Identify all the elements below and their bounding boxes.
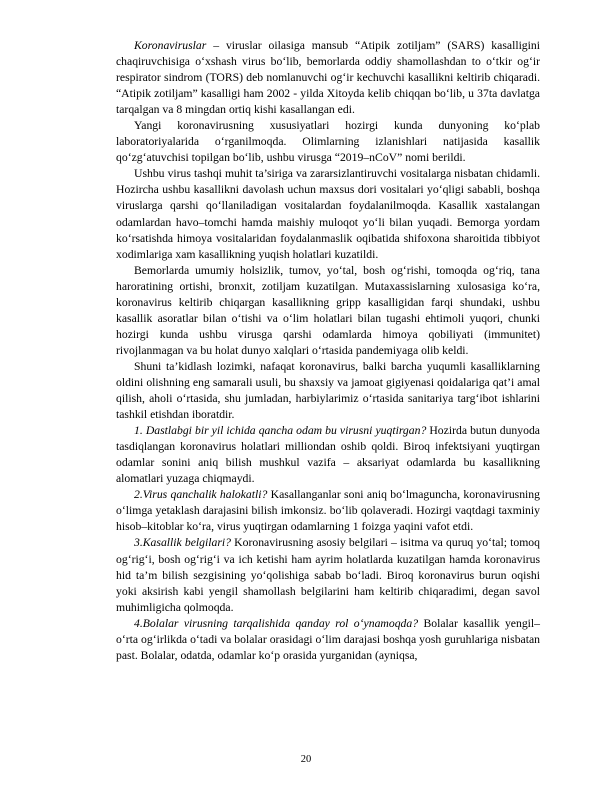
paragraph-2	[116, 118, 540, 166]
question-2	[116, 487, 540, 535]
paragraph-2-text: Yangi koronavirusning xususiyatlari hozirgi kunda dunyoning ko‘plab laboratoriyalarida o‘rganilmoqda. Olimlarning izlanishlari natijasida kasallik qo‘zg‘atuvchisi topilgan bo‘lib, ushbu virusga “2019–nCoV” nomi berildi.	[116, 119, 540, 165]
paragraph-4-text: Bemorlarda umumiy holsizlik, tumov, yo‘tal, bosh og‘rishi, tomoqda og‘riq, tana haroratining ortishi, bronxit, zotiljam kuzatilgan. Mutaxassislarning xulosasiga ko‘ra, koronavirus keltirib chiqargan kasallikning gripp kasalligidan farqi shundaki, ushbu kasallik asoratlar bilan o‘tishi va o‘lim holatlari bilan tugashi ehtimoli yuqori, chunki hozirgi kunda ushbu virusga qarshi odamlarda himoya qobiliyati (immunitet) rivojlanmagan va bu holat dunyo xalqlari o‘rtasida pandemiyaga olib keldi.	[116, 263, 540, 357]
question-1-heading: 1. Dastlabgi bir yil ichida qancha odam bu virusni yuqtirgan?	[134, 424, 427, 438]
question-4-heading: 4.Bolalar virusning tarqalishida qanday rol o‘ynamoqda?	[134, 616, 419, 630]
paragraph-4	[116, 263, 540, 359]
question-3	[116, 535, 540, 615]
page-number: 20	[300, 754, 312, 765]
question-4	[116, 616, 540, 664]
question-1	[116, 423, 540, 487]
question-3-answer: Koronavirusning asosiy belgilari – isitma va quruq yo‘tal; tomoq og‘rig‘i, bosh og‘rig‘i va ich ketishi ham ayrim holatlarda kuzatilgan hamda koronavirus hid ta’m bilish sezgisining yo‘qolishiga sabab bo‘ladi. Biroq koronavirus burun oqishi yoki aksirish kabi yengil shamollash belgilarini ham keltirib chiqaradimi, degan savol muhimligicha qolmoqda.	[116, 536, 540, 614]
paragraph-1-text: – viruslar oilasiga mansub “Atipik zotiljam” (SARS) kasalligini chaqiruvchisiga o‘xshash virus bo‘lib, bemorlarda oddiy shamollashdan to o‘tkir og‘ir respirator sindrom (TORS) deb nomlanuvchi og‘ir kechuvchi kasallikni keltirib chiqaradi. “Atipik zotiljam” kasalligi ham 2002 - yilda Xitoyda kelib chiqqan bo‘lib, u 37ta davlatga tarqalgan va 8 mingdan ortiq kishi kasallangan edi.	[116, 39, 540, 117]
paragraph-1-lead: Koronaviruslar	[134, 39, 207, 52]
question-4-answer: Bolalar kasallik yengil–o‘rta og‘irlikda o‘tadi va bolalar orasidagi o‘lim darajasi boshqa yosh guruhlariga nisbatan past. Bolalar, odatda, odamlar ko‘p orasida yurganidan (ayniqsa,	[116, 616, 540, 662]
paragraph-3	[116, 166, 540, 262]
question-2-heading: 2.Virus qanchalik halokatli?	[134, 488, 268, 502]
question-1-answer: Hozirda butun dunyoda tasdiqlangan koronavirus holatlari milliondan oshib qoldi. Biroq infektsiyani yuqtirgan odamlar sonini aniq bilish mushkul vazifa – aksariyat odamlarda bu kasallikning alomatlari yuzaga chiqmaydi.	[116, 424, 540, 486]
question-3-heading: 3.Kasallik belgilari?	[134, 536, 231, 550]
paragraph-3-text: Ushbu virus tashqi muhit ta’siriga va zararsizlantiruvchi vositalarga nisbatan chidamli. Hozircha ushbu kasallikni davolash uchun maxsus dori vositalari yo‘qligi sababli, boshqa viruslarga qarshi qo‘llaniladigan vositalardan foydalanilmoqda. Kasallik xastalangan odamlardan havo–tomchi hamda maishiy muloqot yo‘li bilan yuqadi. Bemorga yordam ko‘rsatishda himoya vositalaridan foydalanmaslik oqibatida shifoxona sharoitida tibbiyot xodimlariga xam kasallikning yuqish holatlari kuzatildi.	[116, 167, 540, 261]
paragraph-5	[116, 359, 540, 423]
paragraph-1	[116, 38, 540, 118]
question-2-answer: Kasallanganlar soni aniq bo‘lmaguncha, koronavirusning o‘limga yetaklash darajasini bilish imkonsiz. bo‘lib qolaveradi. Hozirgi vaqtdagi taxminiy hisob–kitoblar ko‘ra, virus yuqtirgan odamlarning 1 foizga yaqini vafot etdi.	[116, 488, 540, 534]
body-text	[116, 38, 540, 664]
paragraph-5-text: Shuni ta’kidlash lozimki, nafaqat koronavirus, balki barcha yuqumli kasalliklarning oldini olishning eng samarali usuli, bu shaxsiy va jamoat gigiyenasi qoidalariga qat’i amal qilish, aholi o‘rtasida, shu jumladan, harbiylarimiz o‘rtasida sanitariya targ‘ibot ishlarini tashkil etishdan iboratdir.	[116, 359, 540, 422]
